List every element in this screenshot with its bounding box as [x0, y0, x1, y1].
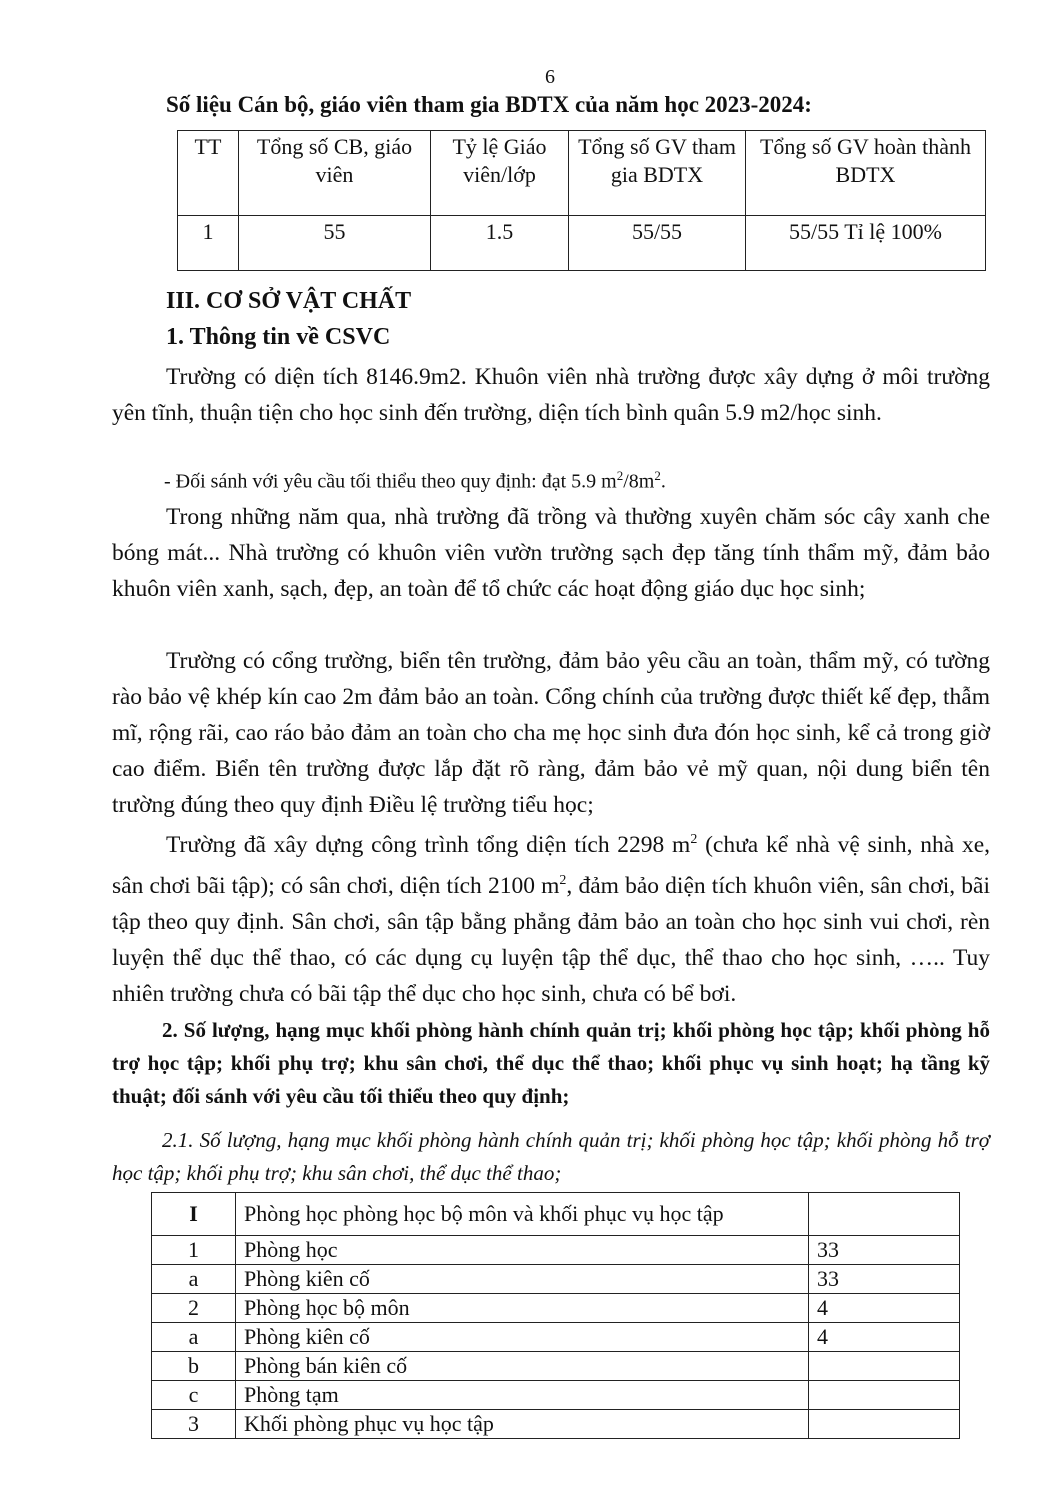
table-cell: 1.5	[431, 216, 569, 271]
table-cell: Phòng học bộ môn	[236, 1294, 809, 1323]
table-row	[152, 1265, 960, 1294]
table-cell: 1	[152, 1236, 236, 1265]
table-cell: 55/55	[569, 216, 746, 271]
superscript: 2	[654, 468, 661, 483]
table-cell: 33	[809, 1265, 960, 1294]
table-cell: 3	[152, 1410, 236, 1439]
comparison-line	[164, 468, 666, 494]
paragraph-area: Trường có diện tích 8146.9m2. Khuôn viên nhà trường được xây dựng ở môi trường yên tĩnh, thuận tiện cho học sinh đến trường, diện tích bình quân 5.9 m2/học sinh.	[112, 364, 990, 426]
paragraph-trees: Trong những năm qua, nhà trường đã trồng và thường xuyên chăm sóc cây xanh che bóng mát... Nhà trường có khuôn viên vườn trường sạch đẹp tăng tính thẩm mỹ, đảm bảo khuôn viên xanh, sạch, đẹp, an toàn để tổ chức các hoạt động giáo dục học sinh;	[112, 504, 990, 602]
header-cell: Tổng số CB, giáo viên	[239, 131, 431, 216]
table-row	[152, 1193, 960, 1236]
superscript: 2	[559, 872, 567, 888]
comparison-text: .	[660, 470, 666, 493]
table-cell: Khối phòng phục vụ học tập	[236, 1410, 809, 1439]
section-title: III. CƠ SỞ VẬT CHẤT	[166, 288, 412, 314]
table-row	[178, 216, 986, 271]
header-cell: Tổng số GV tham gia BDTX	[569, 131, 746, 216]
table-cell	[809, 1410, 960, 1439]
superscript: 2	[616, 468, 624, 483]
text-span: Trường đã xây dựng công trình tổng diện tích 2298 m	[166, 831, 691, 858]
heading-2: 2. Số lượng, hạng mục khối phòng hành chính quản trị; khối phòng học tập; khối phòng hỗ trợ học tập; khối phụ trợ; khu sân chơi, thể dục thể thao; khối phục vụ sinh hoạt; hạ tầng kỹ thuật; đối sánh với yêu cầu tối thiểu theo quy định;	[112, 1018, 990, 1108]
page-number: 6	[545, 66, 555, 88]
table-cell: 4	[809, 1323, 960, 1352]
table-cell: Phòng kiên cố	[236, 1265, 809, 1294]
comparison-text: - Đối sánh với yêu cầu tối thiểu theo quy định: đạt 5.9 m	[164, 470, 617, 493]
staff-table-header	[178, 131, 986, 216]
table-row	[152, 1381, 960, 1410]
table-cell: 4	[809, 1294, 960, 1323]
table-cell: a	[152, 1265, 236, 1294]
table-row	[152, 1410, 960, 1439]
text-span: , đảm bảo diện tích khuôn viên, sân chơi, bãi tập theo quy định. Sân chơi, sân tập bằng phẳng đảm bảo an toàn cho học sinh vui chơi, rèn luyện thể dục thể thao, có các dụng cụ luyện tập thể dục, thể thao cho học sinh, ….. Tuy nhiên trường chưa có bãi tập thể dục cho học sinh, chưa có bể bơi.	[112, 872, 990, 1007]
table-cell: b	[152, 1352, 236, 1381]
table-row	[152, 1323, 960, 1352]
table-cell: Phòng tạm	[236, 1381, 809, 1410]
table-cell: c	[152, 1381, 236, 1410]
table-row	[152, 1236, 960, 1265]
table-cell: 55	[239, 216, 431, 271]
table-cell: 55/55 Tỉ lệ 100%	[746, 216, 986, 271]
header-cell: TT	[178, 131, 239, 216]
table-cell: Phòng kiên cố	[236, 1323, 809, 1352]
table-cell: I	[152, 1193, 236, 1236]
table-cell: 1	[178, 216, 239, 271]
table-cell: Phòng học phòng học bộ môn và khối phục vụ học tập	[236, 1193, 809, 1236]
paragraph-gate: Trường có cổng trường, biển tên trường, đảm bảo yêu cầu an toàn, thẩm mỹ, có tường rào bảo vệ khép kín cao 2m đảm bảo an toàn. Cổng chính của trường được thiết kế đẹp, thẫm mĩ, rộng rãi, cao ráo bảo đảm an toàn cho cha mẹ học sinh đưa đón học sinh, kể cả trong giờ cao điểm. Biển tên trường được lắp đặt rõ ràng, đảm bảo vẻ mỹ quan, nội dung biển tên trường đúng theo quy định Điều lệ trường tiểu học;	[112, 648, 990, 818]
staff-table-caption: Số liệu Cán bộ, giáo viên tham gia BDTX của năm học 2023-2024:	[166, 92, 812, 117]
paragraph-playground	[112, 822, 990, 1012]
header-cell: Tỷ lệ Giáo viên/lớp	[431, 131, 569, 216]
rooms-table	[151, 1192, 960, 1439]
table-cell: 33	[809, 1236, 960, 1265]
table-cell	[809, 1193, 960, 1236]
table-cell: 2	[152, 1294, 236, 1323]
table-cell: a	[152, 1323, 236, 1352]
staff-table	[177, 130, 986, 271]
heading-2-1: 2.1. Số lượng, hạng mục khối phòng hành chính quản trị; khối phòng học tập; khối phòng hỗ trợ học tập; khối phụ trợ; khu sân chơi, thể dục thể thao;	[112, 1128, 990, 1185]
comparison-text: /8m	[623, 470, 655, 493]
table-row	[152, 1294, 960, 1323]
table-cell	[809, 1352, 960, 1381]
table-cell	[809, 1381, 960, 1410]
superscript: 2	[690, 832, 698, 847]
table-cell: Phòng bán kiên cố	[236, 1352, 809, 1381]
table-cell: Phòng học	[236, 1236, 809, 1265]
text-span: (chưa kể nhà vệ sinh, nhà xe, sân chơi bãi tập); có sân chơi, diện tích 2100 m	[112, 831, 991, 899]
header-cell: Tổng số GV hoàn thành BDTX	[746, 131, 986, 216]
subsection-title: 1. Thông tin về CSVC	[166, 324, 391, 350]
table-row	[152, 1352, 960, 1381]
